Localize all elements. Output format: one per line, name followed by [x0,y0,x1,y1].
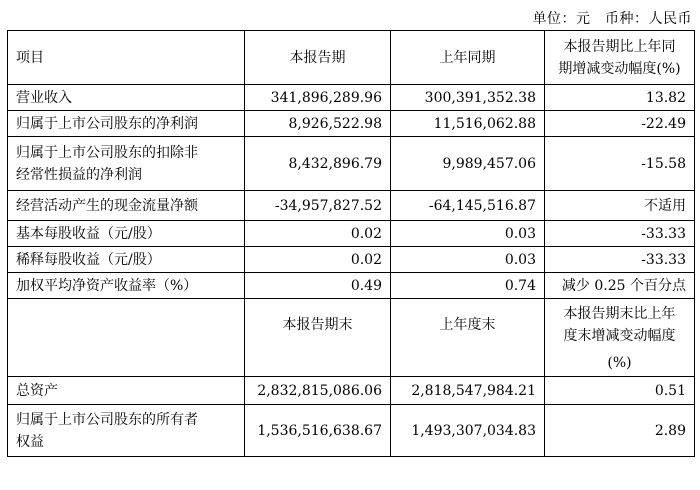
prior-value: 1,493,307,034.83 [391,405,545,457]
table-row [8,85,695,111]
prior-value: 9,989,457.06 [391,137,545,191]
unit-currency-note: 单位：元 币种：人民币 [532,11,692,27]
prior-value: 2,818,547,984.21 [391,377,545,405]
table-row [8,137,695,191]
current-value: 8,432,896.79 [245,137,391,191]
row-label: 基本每股收益（元/股） [8,221,245,247]
change-value: -22.49 [545,111,695,137]
current-value: 0.49 [245,273,391,299]
prior-value: 0.03 [391,247,545,273]
row-label-line1: 归属于上市公司股东的所有者 [16,411,198,428]
current-value: 1,536,516,638.67 [245,405,391,457]
current-value: 0.02 [245,221,391,247]
prior-value: 11,516,062.88 [391,111,545,137]
table-row [8,405,695,457]
subheader-change-line1: 本报告期末比上年 [563,305,676,322]
table-row [8,221,695,247]
header-change-line2: 期增减变动幅度(%) [558,60,681,77]
financial-summary-table [7,30,695,457]
row-label: 加权平均净资产收益率（%） [8,273,245,299]
row-label [8,405,245,457]
header-item: 项目 [8,31,245,85]
table-header-row [8,31,695,85]
row-label: 经营活动产生的现金流量净额 [8,191,245,221]
prior-value: 0.03 [391,221,545,247]
subheader-prior-blank [391,351,545,377]
header-prior-period: 上年同期 [391,31,545,85]
table-row [8,377,695,405]
change-value: -15.58 [545,137,695,191]
subheader-change [545,299,695,351]
row-label: 营业收入 [8,85,245,111]
row-label [8,137,245,191]
current-value: 0.02 [245,247,391,273]
prior-value: -64,145,516.87 [391,191,545,221]
subheader-current-period-end: 本报告期末 [245,299,391,351]
row-label: 稀释每股收益（元/股） [8,247,245,273]
change-value: 减少 0.25 个百分点 [545,273,695,299]
subheader-change-line3: (%) [545,351,695,377]
subheader-change-line2: 度末增减变动幅度 [563,327,676,344]
row-label: 总资产 [8,377,245,405]
header-change [545,31,695,85]
table-row [8,111,695,137]
change-value: 13.82 [545,85,695,111]
table-row [8,191,695,221]
row-label-line1: 归属于上市公司股东的扣除非 [16,144,198,161]
subheader-current-blank [245,351,391,377]
row-label-line2: 经常性损益的净利润 [16,166,142,183]
change-value: 2.89 [545,405,695,457]
subheader-prior-year-end: 上年度末 [391,299,545,351]
prior-value: 300,391,352.38 [391,85,545,111]
prior-value: 0.74 [391,273,545,299]
change-value: 0.51 [545,377,695,405]
table-row [8,247,695,273]
change-value: 不适用 [545,191,695,221]
change-value: -33.33 [545,221,695,247]
row-label-line2: 权益 [16,433,44,450]
table-subheader-row [8,299,695,351]
table-row [8,273,695,299]
subheader-item-blank [8,299,245,377]
current-value: -34,957,827.52 [245,191,391,221]
header-change-line1: 本报告期比上年同 [563,38,676,55]
change-value: -33.33 [545,247,695,273]
current-value: 341,896,289.96 [245,85,391,111]
current-value: 2,832,815,086.06 [245,377,391,405]
header-current-period: 本报告期 [245,31,391,85]
row-label: 归属于上市公司股东的净利润 [8,111,245,137]
current-value: 8,926,522.98 [245,111,391,137]
